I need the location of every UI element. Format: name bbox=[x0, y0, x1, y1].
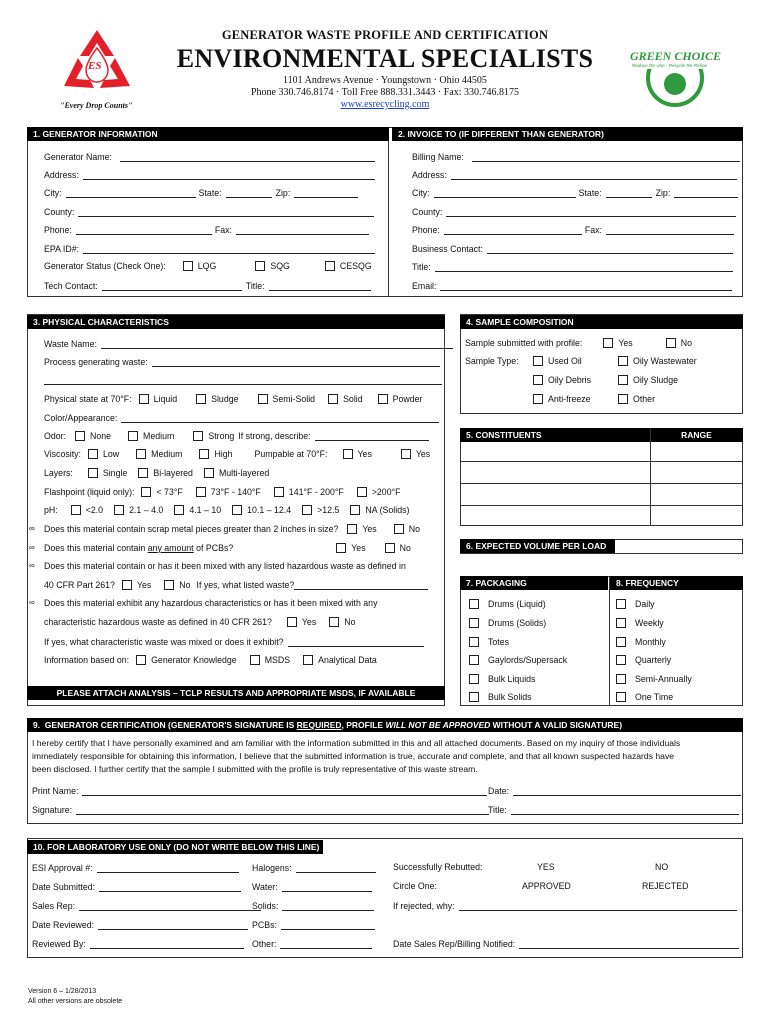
circle-one-label: Circle One: bbox=[393, 881, 437, 891]
odor-label: Odor: bbox=[44, 430, 67, 441]
cert-date-field[interactable] bbox=[513, 786, 741, 796]
visc-medium-label: Medium bbox=[151, 448, 183, 459]
billing-name-label: Billing Name: bbox=[412, 152, 464, 162]
solids-field[interactable] bbox=[282, 901, 374, 911]
section-8-header: 8. FREQUENCY bbox=[610, 576, 743, 590]
billing-phone-field[interactable] bbox=[444, 225, 582, 235]
odor-strong-label: Strong bbox=[208, 430, 235, 441]
info-msds-checkbox[interactable] bbox=[250, 655, 260, 665]
info-msds-label: MSDS bbox=[264, 654, 291, 665]
billing-state-label: State: bbox=[578, 188, 602, 198]
info-analytical-label: Analytical Data bbox=[318, 654, 377, 665]
date-submitted-label: Date Submitted: bbox=[32, 882, 96, 892]
company-name: ENVIRONMENTAL SPECIALISTS bbox=[176, 44, 594, 73]
rejected-option[interactable]: REJECTED bbox=[642, 881, 689, 891]
ph-2-checkbox[interactable] bbox=[114, 505, 124, 515]
flash-1-label: < 73°F bbox=[156, 486, 183, 497]
rebutted-yes[interactable]: YES bbox=[537, 862, 555, 872]
date-reviewed-label: Date Reviewed: bbox=[32, 920, 95, 930]
flash-3-label: 141°F - 200°F bbox=[288, 486, 344, 497]
billing-fax-field[interactable] bbox=[606, 225, 734, 235]
freq-quarterly-checkbox[interactable] bbox=[616, 655, 626, 665]
tech-contact-field[interactable] bbox=[102, 281, 242, 291]
pcb-yes-label: Yes bbox=[351, 542, 366, 553]
pcb-no-label: No bbox=[399, 542, 411, 553]
info-knowledge-checkbox[interactable] bbox=[136, 655, 146, 665]
visc-medium-checkbox[interactable] bbox=[136, 449, 146, 459]
billing-email-label: Email: bbox=[412, 281, 437, 291]
form-subtitle: GENERATOR WASTE PROFILE AND CERTIFICATION bbox=[221, 28, 549, 42]
haz-question-1: Does this material contain or has it been mixed with any listed hazardous waste as defined in bbox=[44, 561, 406, 571]
freq-monthly-checkbox[interactable] bbox=[616, 637, 626, 647]
pumpable-label: Pumpable at 70°F: bbox=[254, 448, 328, 459]
char-no-label: No bbox=[344, 616, 356, 627]
billing-phone-label: Phone: bbox=[412, 225, 440, 235]
char-question-1: Does this material exhibit any hazardous characteristics or has it been mixed with any bbox=[44, 598, 378, 608]
pkg-gaylords-label: Gaylords/Supersack bbox=[488, 654, 568, 665]
billing-state-field[interactable] bbox=[606, 188, 652, 198]
pumpable-no-checkbox[interactable] bbox=[401, 449, 411, 459]
haz-yes-label: Yes bbox=[136, 579, 152, 590]
freq-quarterly-label: Quarterly bbox=[635, 654, 672, 665]
waste-name-label: Waste Name: bbox=[44, 339, 97, 349]
freq-semiannual-label: Semi-Annually bbox=[635, 673, 692, 684]
pcbs-field[interactable] bbox=[281, 920, 375, 930]
color-label: Color/Appearance: bbox=[44, 413, 118, 423]
certification-line-1: I hereby certify that I have personally examined and am familiar with the information submitted in this and all attached documents. Based on my inquiry of those individuals bbox=[32, 738, 681, 748]
ph-label: pH: bbox=[44, 504, 58, 515]
section-9-title-pre: 9. GENERATOR CERTIFICATION (GENERATOR'S SIGNATURE IS bbox=[33, 720, 297, 730]
flash-4-label: >200°F bbox=[371, 486, 401, 497]
billing-email-field[interactable] bbox=[440, 281, 732, 291]
halogens-field[interactable] bbox=[296, 863, 376, 873]
odor-describe-field[interactable] bbox=[315, 431, 429, 441]
flashpoint-label: Flashpoint (liquid only): bbox=[44, 486, 135, 497]
section-2-header: 2. INVOICE TO (IF DIFFERENT THAN GENERATOR) bbox=[392, 127, 743, 141]
obsolete-text: All other versions are obsolete bbox=[28, 998, 123, 1005]
section-10-header: 10. FOR LABORATORY USE ONLY (DO NOT WRITE BELOW THIS LINE) bbox=[27, 840, 323, 854]
reviewed-by-field[interactable] bbox=[90, 939, 244, 949]
pkg-bulk-liquids-label: Bulk Liquids bbox=[488, 673, 536, 684]
pkg-drums-solids-label: Drums (Solids) bbox=[488, 617, 547, 628]
char-yes-checkbox[interactable] bbox=[287, 617, 297, 627]
pkg-totes-checkbox[interactable] bbox=[469, 637, 479, 647]
odor-strong-checkbox[interactable] bbox=[193, 431, 203, 441]
billing-title-label: Title: bbox=[412, 262, 431, 272]
ph-5-checkbox[interactable] bbox=[302, 505, 312, 515]
section-6-header: 6. EXPECTED VOLUME PER LOAD bbox=[460, 539, 615, 553]
generator-state-label: State: bbox=[198, 188, 222, 198]
ph-2-label: 2.1 – 4.0 bbox=[129, 504, 164, 515]
haz-yes-checkbox[interactable] bbox=[122, 580, 132, 590]
freq-daily-label: Daily bbox=[635, 598, 655, 609]
state-semisolid-checkbox[interactable] bbox=[258, 394, 268, 404]
bullet-icon: ∞ bbox=[29, 598, 35, 607]
billing-fax-label: Fax: bbox=[584, 225, 602, 235]
type-oily-sludge-label: Oily Sludge bbox=[633, 374, 678, 385]
sample-type-label: Sample Type: bbox=[465, 356, 519, 366]
generator-address-label: Address: bbox=[44, 170, 79, 180]
epa-id-label: EPA ID#: bbox=[44, 244, 80, 254]
ph-4-label: 10.1 – 12.4 bbox=[247, 504, 292, 515]
billing-county-label: County: bbox=[412, 207, 443, 217]
if-rejected-label: If rejected, why: bbox=[393, 901, 455, 911]
ph-1-label: <2.0 bbox=[85, 504, 104, 515]
status-cesqg-checkbox[interactable] bbox=[325, 261, 335, 271]
print-name-field[interactable] bbox=[82, 786, 487, 796]
freq-daily-checkbox[interactable] bbox=[616, 599, 626, 609]
freq-weekly-label: Weekly bbox=[635, 617, 664, 628]
signature-label: Signature: bbox=[32, 805, 73, 815]
type-antifreeze-checkbox[interactable] bbox=[533, 394, 543, 404]
process-field[interactable] bbox=[152, 357, 440, 367]
process-field-line2[interactable] bbox=[44, 375, 442, 385]
esi-approval-field[interactable] bbox=[97, 863, 239, 873]
flash-1-checkbox[interactable] bbox=[141, 487, 151, 497]
visc-high-label: High bbox=[214, 448, 233, 459]
type-used-oil-label: Used Oil bbox=[548, 355, 582, 366]
pumpable-yes-label: Yes bbox=[357, 448, 372, 459]
pcb-question-emph: any amount bbox=[147, 542, 194, 553]
section-9-title-post: WITHOUT A VALID SIGNATURE) bbox=[490, 720, 623, 730]
company-website[interactable]: www.esrecycling.com bbox=[340, 99, 430, 110]
generator-county-field[interactable] bbox=[78, 207, 374, 217]
freq-weekly-checkbox[interactable] bbox=[616, 618, 626, 628]
haz-if-label: If yes, what listed waste? bbox=[196, 579, 295, 590]
approved-option[interactable]: APPROVED bbox=[522, 881, 571, 891]
cert-title-field[interactable] bbox=[511, 805, 739, 815]
layer-multi-label: Multi-layered bbox=[218, 467, 270, 478]
pumpable-no-label: Yes bbox=[415, 448, 431, 459]
sample-no-label: No bbox=[680, 337, 692, 348]
char-field[interactable] bbox=[288, 637, 424, 647]
state-solid-checkbox[interactable] bbox=[328, 394, 338, 404]
right-logo bbox=[628, 40, 722, 108]
generator-address-field[interactable] bbox=[83, 170, 375, 180]
scrap-no-label: No bbox=[408, 523, 420, 534]
state-sludge-checkbox[interactable] bbox=[196, 394, 206, 404]
pkg-bulk-solids-checkbox[interactable] bbox=[469, 692, 479, 702]
pkg-gaylords-checkbox[interactable] bbox=[469, 655, 479, 665]
pkg-drums-liquid-label: Drums (Liquid) bbox=[488, 598, 546, 609]
pkg-bulk-solids-label: Bulk Solids bbox=[488, 691, 532, 702]
billing-city-field[interactable] bbox=[434, 188, 576, 198]
freq-onetime-label: One Time bbox=[635, 691, 674, 702]
section-5-header: 5. CONSTITUENTS bbox=[460, 428, 650, 442]
color-field[interactable] bbox=[121, 413, 439, 423]
company-phones: Phone 330.746.8174 · Toll Free 888.331.3443 · Fax: 330.746.8175 bbox=[251, 87, 519, 98]
business-contact-label: Business Contact: bbox=[412, 244, 483, 254]
layer-multi-checkbox[interactable] bbox=[204, 468, 214, 478]
status-sqg-checkbox[interactable] bbox=[255, 261, 265, 271]
flash-3-checkbox[interactable] bbox=[274, 487, 284, 497]
generator-phone-label: Phone: bbox=[44, 225, 72, 235]
cert-title-label: Title: bbox=[488, 805, 507, 815]
layer-single-label: Single bbox=[102, 467, 128, 478]
state-powder-label: Powder bbox=[392, 393, 423, 404]
type-other-checkbox[interactable] bbox=[618, 394, 628, 404]
pcb-yes-checkbox[interactable] bbox=[336, 543, 346, 553]
scrap-question: Does this material contain scrap metal pieces greater than 2 inches in size? bbox=[44, 523, 339, 534]
layer-single-checkbox[interactable] bbox=[88, 468, 98, 478]
haz-no-checkbox[interactable] bbox=[164, 580, 174, 590]
water-label: Water: bbox=[252, 882, 278, 892]
tech-contact-label: Tech Contact: bbox=[44, 281, 98, 291]
pcb-question-post: of PCBs? bbox=[193, 542, 234, 553]
ph-5-label: >12.5 bbox=[317, 504, 340, 515]
ph-4-checkbox[interactable] bbox=[232, 505, 242, 515]
range-cell[interactable] bbox=[651, 443, 742, 525]
flash-2-label: 73°F - 140°F bbox=[210, 486, 261, 497]
business-contact-field[interactable] bbox=[487, 244, 733, 254]
billing-address-field[interactable] bbox=[451, 170, 737, 180]
generator-zip-field[interactable] bbox=[294, 188, 358, 198]
certification-line-2: immediately responsible for obtaining this information, I believe that the submitted information is true, accurate and complete, and that all known suspected hazards have bbox=[32, 751, 675, 761]
pumpable-yes-checkbox[interactable] bbox=[343, 449, 353, 459]
billing-zip-label: Zip: bbox=[655, 188, 671, 198]
scrap-no-checkbox[interactable] bbox=[394, 524, 404, 534]
date-reviewed-field[interactable] bbox=[98, 920, 248, 930]
ph-6-label: NA (Solids) bbox=[365, 504, 410, 515]
rebutted-label: Successfully Rebutted: bbox=[393, 862, 483, 872]
billing-notified-field[interactable] bbox=[519, 939, 739, 949]
generator-state-field[interactable] bbox=[226, 188, 272, 198]
visc-low-checkbox[interactable] bbox=[88, 449, 98, 459]
haz-if-field[interactable] bbox=[294, 580, 428, 590]
sample-yes-checkbox[interactable] bbox=[603, 338, 613, 348]
layer-bi-checkbox[interactable] bbox=[138, 468, 148, 478]
sample-no-checkbox[interactable] bbox=[666, 338, 676, 348]
type-antifreeze-label: Anti-freeze bbox=[548, 393, 591, 404]
visc-low-label: Low bbox=[103, 448, 120, 459]
freq-onetime-checkbox[interactable] bbox=[616, 692, 626, 702]
flash-2-checkbox[interactable] bbox=[196, 487, 206, 497]
waste-name-field[interactable] bbox=[101, 339, 453, 349]
pkg-drums-solids-checkbox[interactable] bbox=[469, 618, 479, 628]
sales-rep-field[interactable] bbox=[79, 901, 261, 911]
constituent-cell[interactable] bbox=[461, 443, 649, 525]
section-1-header: 1. GENERATOR INFORMATION bbox=[27, 127, 389, 141]
billing-name-field[interactable] bbox=[472, 152, 740, 162]
info-analytical-checkbox[interactable] bbox=[303, 655, 313, 665]
company-address: 1101 Andrews Avenue · Youngstown · Ohio 44505 bbox=[283, 75, 487, 86]
freq-monthly-label: Monthly bbox=[635, 636, 666, 647]
if-rejected-field[interactable] bbox=[459, 901, 737, 911]
version-text: Version 6 – 1/28/2013 bbox=[28, 988, 97, 995]
physical-state-label: Physical state at 70°F: bbox=[44, 393, 132, 404]
char-question-2: characteristic hazardous waste as defined in 40 CFR 261? bbox=[44, 616, 272, 627]
type-oily-debris-checkbox[interactable] bbox=[533, 375, 543, 385]
generator-city-field[interactable] bbox=[66, 188, 196, 198]
ph-6-checkbox[interactable] bbox=[350, 505, 360, 515]
cert-date-label: Date: bbox=[488, 786, 510, 796]
status-lqg-checkbox[interactable] bbox=[183, 261, 193, 271]
water-field[interactable] bbox=[282, 882, 372, 892]
signature-field[interactable] bbox=[76, 805, 489, 815]
pcb-no-checkbox[interactable] bbox=[385, 543, 395, 553]
logo-initials: ES bbox=[88, 60, 102, 72]
status-lqg-label: LQG bbox=[197, 260, 217, 271]
section-4-header: 4. SAMPLE COMPOSITION bbox=[460, 315, 743, 329]
visc-high-checkbox[interactable] bbox=[199, 449, 209, 459]
scrap-yes-label: Yes bbox=[362, 523, 377, 534]
scrap-yes-checkbox[interactable] bbox=[347, 524, 357, 534]
volume-field[interactable] bbox=[616, 540, 742, 553]
odor-none-label: None bbox=[90, 430, 112, 441]
type-oily-sludge-checkbox[interactable] bbox=[618, 375, 628, 385]
ph-3-label: 4.1 – 10 bbox=[189, 504, 222, 515]
state-sludge-label: Sludge bbox=[211, 393, 239, 404]
esi-approval-label: ESI Approval #: bbox=[32, 863, 93, 873]
ph-3-checkbox[interactable] bbox=[174, 505, 184, 515]
billing-city-label: City: bbox=[412, 188, 430, 198]
section-9-title-mid: , PROFILE bbox=[341, 720, 386, 730]
type-oily-debris-label: Oily Debris bbox=[548, 374, 592, 385]
generator-fax-label: Fax: bbox=[214, 225, 232, 235]
odor-medium-label: Medium bbox=[143, 430, 175, 441]
haz-question-2: 40 CFR Part 261? bbox=[44, 579, 115, 590]
left-logo bbox=[58, 26, 136, 100]
process-label: Process generating waste: bbox=[44, 357, 148, 367]
epa-id-field[interactable] bbox=[83, 244, 375, 254]
reviewed-by-label: Reviewed By: bbox=[32, 939, 86, 949]
state-powder-checkbox[interactable] bbox=[378, 394, 388, 404]
state-liquid-checkbox[interactable] bbox=[139, 394, 149, 404]
certification-line-3: been disclosed. I further certify that the sample I submitted with the profile is truly representative of this waste stream. bbox=[32, 764, 478, 774]
pcbs-label: PCBs: bbox=[252, 920, 277, 930]
bullet-icon: ∞ bbox=[29, 524, 35, 533]
pcb-question-pre: Does this material contain bbox=[44, 542, 148, 553]
other-field[interactable] bbox=[280, 939, 372, 949]
generator-name-field[interactable] bbox=[120, 152, 375, 162]
char-yes-label: Yes bbox=[301, 616, 317, 627]
section-7-header: 7. PACKAGING bbox=[460, 576, 608, 590]
generator-status-label: Generator Status (Check One): bbox=[44, 260, 166, 271]
generator-name-label: Generator Name: bbox=[44, 152, 112, 162]
tech-title-field[interactable] bbox=[269, 281, 371, 291]
solids-label: Solids: bbox=[252, 901, 279, 911]
pkg-drums-liquid-checkbox[interactable] bbox=[469, 599, 479, 609]
status-sqg-label: SQG bbox=[270, 260, 290, 271]
billing-zip-field[interactable] bbox=[674, 188, 738, 198]
flash-4-checkbox[interactable] bbox=[357, 487, 367, 497]
attach-analysis-notice: PLEASE ATTACH ANALYSIS – TCLP RESULTS AND APPROPRIATE MSDS, IF AVAILABLE bbox=[27, 686, 445, 700]
bullet-icon: ∞ bbox=[29, 543, 35, 552]
generator-county-label: County: bbox=[44, 207, 75, 217]
viscosity-label: Viscosity: bbox=[44, 448, 81, 459]
info-knowledge-label: Generator Knowledge bbox=[151, 654, 237, 665]
bullet-icon: ∞ bbox=[29, 561, 35, 570]
range-header: RANGE bbox=[650, 428, 743, 442]
type-used-oil-checkbox[interactable] bbox=[533, 356, 543, 366]
char-no-checkbox[interactable] bbox=[329, 617, 339, 627]
other-label: Other: bbox=[252, 939, 277, 949]
sample-submitted-label: Sample submitted with profile: bbox=[465, 337, 583, 348]
odor-none-checkbox[interactable] bbox=[75, 431, 85, 441]
section-9-title-will: WILL NOT BE APPROVED bbox=[385, 720, 491, 730]
state-liquid-label: Liquid bbox=[153, 393, 178, 404]
billing-county-field[interactable] bbox=[446, 207, 736, 217]
halogens-label: Halogens: bbox=[252, 863, 292, 873]
generator-zip-label: Zip: bbox=[275, 188, 291, 198]
type-oily-wastewater-label: Oily Wastewater bbox=[633, 355, 697, 366]
billing-address-label: Address: bbox=[412, 170, 447, 180]
layer-bi-label: Bi-layered bbox=[153, 467, 193, 478]
rebutted-no[interactable]: NO bbox=[655, 862, 669, 872]
section-3-header: 3. PHYSICAL CHARACTERISTICS bbox=[27, 315, 445, 329]
date-submitted-field[interactable] bbox=[99, 882, 241, 892]
green-choice-tagline: Reduce Re-Use · Recycle Re-Refine bbox=[632, 63, 708, 68]
state-solid-label: Solid bbox=[343, 393, 363, 404]
billing-title-field[interactable] bbox=[435, 262, 733, 272]
sample-yes-label: Yes bbox=[618, 337, 633, 348]
type-other-label: Other bbox=[633, 393, 656, 404]
haz-no-label: No bbox=[179, 579, 191, 590]
layers-label: Layers: bbox=[44, 467, 73, 478]
odor-describe-label: If strong, describe: bbox=[238, 430, 311, 441]
char-question-3: If yes, what characteristic waste was mixed or does it exhibit? bbox=[44, 637, 284, 647]
info-based-label: Information based on: bbox=[44, 654, 130, 665]
billing-notified-label: Date Sales Rep/Billing Notified: bbox=[393, 939, 516, 949]
pkg-totes-label: Totes bbox=[488, 636, 510, 647]
generator-phone-field[interactable] bbox=[76, 225, 212, 235]
generator-fax-field[interactable] bbox=[236, 225, 369, 235]
generator-city-label: City: bbox=[44, 188, 62, 198]
sales-rep-label: Sales Rep: bbox=[32, 901, 76, 911]
tech-title-label: Title: bbox=[245, 281, 265, 291]
print-name-label: Print Name: bbox=[32, 786, 79, 796]
logo-tagline: "Every Drop Counts" bbox=[60, 101, 133, 110]
green-choice-title: GREEN CHOICE bbox=[630, 49, 722, 63]
pkg-bulk-liquids-checkbox[interactable] bbox=[469, 674, 479, 684]
ph-1-checkbox[interactable] bbox=[71, 505, 81, 515]
odor-medium-checkbox[interactable] bbox=[128, 431, 138, 441]
status-cesqg-label: CESQG bbox=[339, 260, 372, 271]
section-9-header bbox=[27, 718, 743, 732]
state-semisolid-label: Semi-Solid bbox=[272, 393, 316, 404]
type-oily-wastewater-checkbox[interactable] bbox=[618, 356, 628, 366]
freq-semiannual-checkbox[interactable] bbox=[616, 674, 626, 684]
section-9-title-required: REQUIRED bbox=[296, 720, 342, 730]
